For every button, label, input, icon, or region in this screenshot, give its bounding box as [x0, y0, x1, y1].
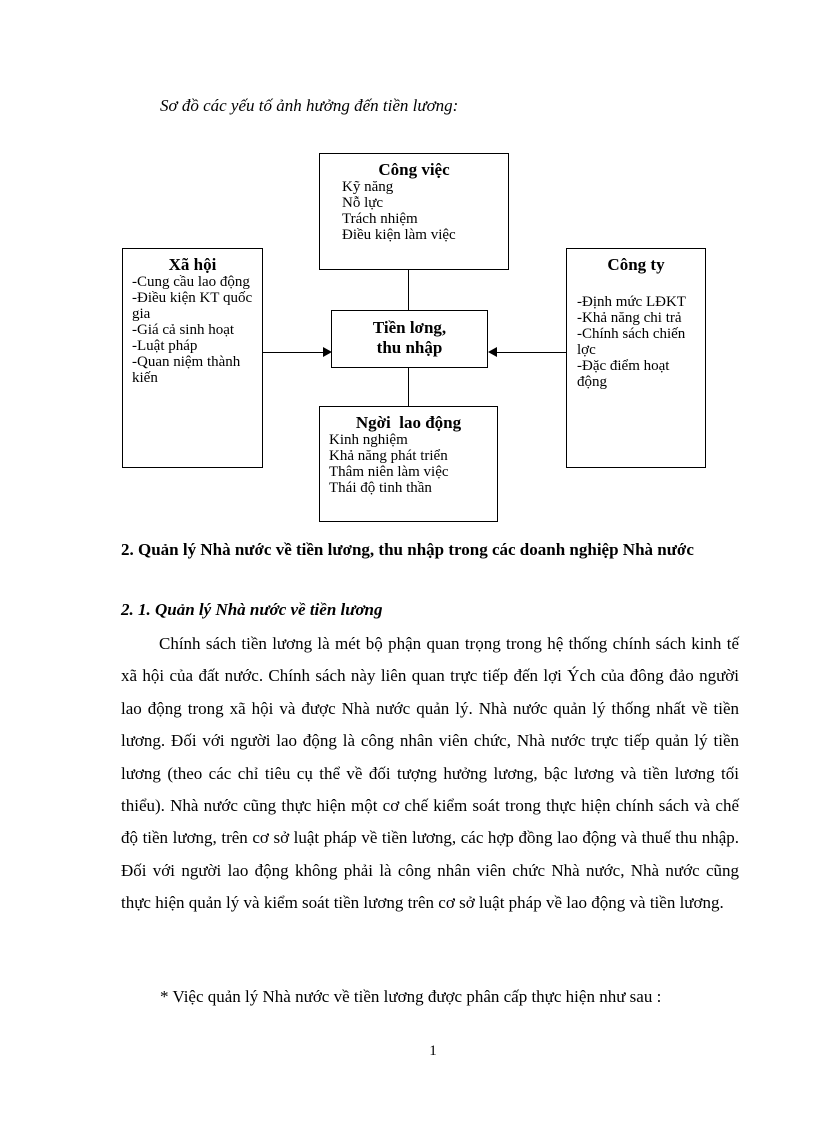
box-tien-luong — [331, 310, 488, 368]
page-number: 1 — [429, 1043, 437, 1059]
box-cong-ty — [566, 248, 706, 468]
subsection-heading: 2. 1. Quản lý Nhà nước về tiền lương — [121, 600, 383, 619]
box-nguoi-lao-dong — [319, 406, 498, 522]
box-xa-hoi-line: -Luật pháp — [132, 338, 198, 354]
box-xa-hoi-line: -Điều kiện KT quốc gia — [132, 290, 253, 322]
box-cong-ty-line: -Chính sách chiến lợc — [577, 326, 686, 358]
box-cong-viec-line: Điều kiện làm việc — [342, 227, 456, 243]
section-heading: 2. Quản lý Nhà nước về tiền lương, thu nhập trong các doanh nghiệp Nhà nước — [121, 540, 694, 559]
box-nguoi-lao-dong-line: Thâm niên làm việc — [329, 464, 449, 480]
box-cong-viec-line: Trách nhiệm — [342, 211, 418, 227]
box-xa-hoi-title: Xã hội — [168, 255, 217, 274]
arrow-left-icon — [488, 347, 497, 357]
box-cong-viec-title: Công việc — [378, 160, 450, 179]
connector-left — [263, 352, 325, 353]
box-cong-viec-line: Kỹ năng — [342, 179, 394, 195]
body-paragraph — [121, 628, 739, 920]
body-paragraph-text: Chính sách tiền lương là mét bộ phận quan trọng trong hệ thống chính sách kinh tế xã hội của đất nước. Chính sách này liên quan trực tiếp đến lợi Ých của đông đảo người lao động trong xã hội và được Nhà nước quản lý. Nhà nước quản lý thống nhất về tiền lương. Đối với người lao động là công nhân viên chức, Nhà nước trực tiếp quản lý tiền lương (theo các chỉ tiêu cụ thể về đối tượng hưởng lương, bậc lương và tiền lương tối thiểu). Nhà nước cũng thực hiện một cơ chế kiểm soát trong thực hiện chính sách và chế độ tiền lương, trên cơ sở luật pháp về tiền lương, các hợp đồng lao động và thuế thu nhập. Đối với người lao động không phải là công nhân viên chức Nhà nước, Nhà nước cũng thực hiện quản lý và kiểm soát tiền lương trên cơ sở luật pháp về lao động và tiền lương. — [121, 634, 739, 913]
box-tien-luong-title-1: Tiền lơng, — [372, 318, 447, 337]
box-xa-hoi-line: -Cung cầu lao động — [132, 274, 250, 290]
box-cong-viec — [319, 153, 509, 270]
box-cong-ty-line: -Định mức LĐKT — [577, 294, 686, 310]
box-cong-ty-title: Công ty — [607, 255, 665, 274]
box-nguoi-lao-dong-line: Thái độ tinh thần — [329, 480, 432, 496]
connector-bottom — [408, 368, 409, 406]
diagram-caption: Sơ đồ các yếu tố ảnh hưởng đến tiền lương: — [160, 96, 459, 115]
box-nguoi-lao-dong-line: Khả năng phát triển — [329, 448, 448, 464]
box-xa-hoi-line: -Quan niệm thành kiến — [132, 354, 241, 386]
box-cong-ty-line: -Khả năng chi trả — [577, 310, 682, 326]
box-cong-ty-line: -Đặc điểm hoạt động — [577, 358, 670, 390]
box-xa-hoi-line: -Giá cả sinh hoạt — [132, 322, 235, 338]
connector-right — [495, 352, 566, 353]
bullet-line: * Việc quản lý Nhà nước về tiền lương được phân cấp thực hiện như sau : — [160, 987, 662, 1006]
box-cong-viec-line: Nỗ lực — [342, 195, 384, 211]
box-nguoi-lao-dong-line: Kinh nghiệm — [329, 432, 408, 448]
box-nguoi-lao-dong-title: Ngời lao động — [355, 413, 462, 432]
box-xa-hoi — [122, 248, 263, 468]
connector-top — [408, 270, 409, 310]
box-tien-luong-title-2: thu nhập — [376, 338, 443, 357]
